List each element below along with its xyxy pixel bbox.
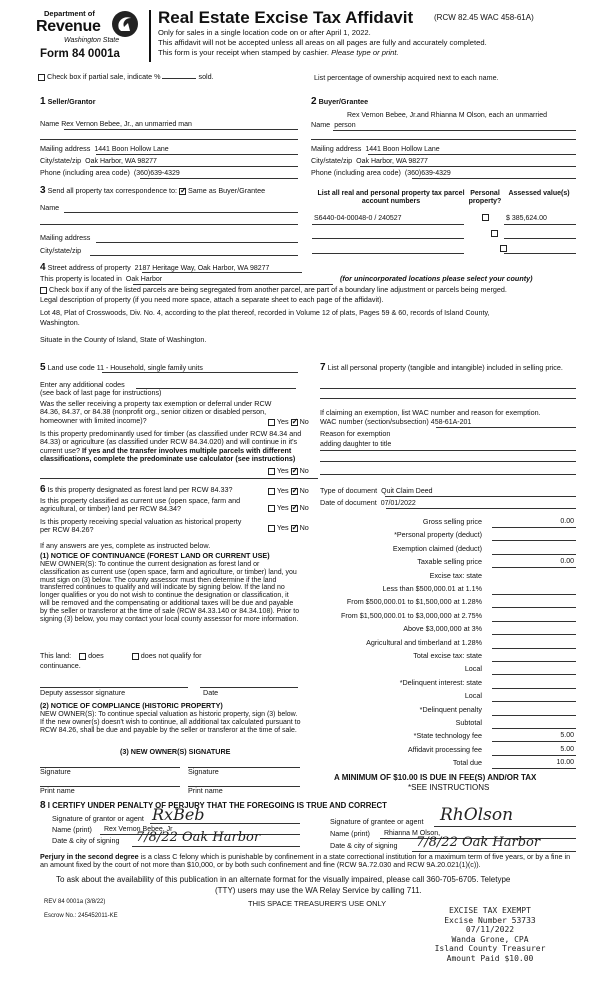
fee-value[interactable] [492,706,576,716]
fee-label: Total due [452,758,482,768]
fee-value[interactable]: 0.00 [492,558,576,568]
parcel-number-1[interactable]: S6440-04-00048-0 / 240527 [314,215,402,222]
fee-value[interactable]: 5.00 [492,746,576,756]
fee-value[interactable] [492,585,576,595]
grantee-name-label: Name (print) [330,829,370,838]
grantee-date-label: Date & city of signing [330,841,398,850]
fee-row [320,596,580,609]
fee-row [320,704,580,717]
fee-label: Agricultural and timberland at 1.28% [366,637,482,647]
treasurer-stamp [430,906,550,964]
stamp-line-3: 07/11/2022 [465,925,515,935]
fee-row [320,637,580,650]
same-as-buyer-label: Same as Buyer/Grantee [188,186,266,195]
legal-line-2[interactable]: Washington. [40,318,80,327]
fee-row [320,583,580,596]
fee-row [320,529,580,542]
seller-title: Seller/Grantor [47,97,96,106]
yes-label: Yes [276,503,289,512]
personal-property-list-label: List all personal property (tangible and intangible) included in selling price. [327,363,563,372]
fee-value[interactable]: 5.00 [492,732,576,742]
stamp-line-2: Excise Number 53733 [444,915,536,925]
wac-label: WAC number (section/subsection) [320,417,429,426]
exemption-yes-checkbox[interactable] [268,419,275,426]
buyer-name-line-1[interactable]: Rex Vernon Bebee, Jr.and Rhianna M Olson, each an unmarried [347,112,548,119]
seller-name-field[interactable]: Rex Vernon Bebee, Jr., an unmarried man [61,121,192,128]
continuance-label: continuance. [40,661,81,670]
historic-answer [268,524,309,532]
fee-row [320,556,580,569]
fee-label: Taxable selling price [417,557,482,567]
seller-city-row [40,157,157,166]
timber-question-bold: If yes and the transfer involves multiple parcels with different classifications, complete the predominate use calculator (see instructions) [40,445,296,463]
doc-type-field[interactable]: Quit Claim Deed [381,488,433,495]
yes-label: Yes [276,486,289,495]
land-use-label: Land use code [47,363,95,372]
seller-mail-row [40,145,169,154]
header-line-3-text: This form is your receipt when stamped by cashier. [158,48,329,57]
dept-label: Department of [44,9,95,18]
doc-date-label: Date of document [320,498,377,507]
grantee-name-field[interactable]: Rhianna M Olson, [384,830,441,837]
owner-signature-label-1: Signature [40,767,71,776]
timber-yes-checkbox[interactable] [268,468,275,475]
location-row [40,275,162,284]
form-title: Real Estate Excise Tax Affidavit [158,8,414,27]
additional-codes-label: Enter any additional codes [40,380,125,389]
fee-label: Local [464,691,482,701]
forest-question: Is this property designated as forest land per RCW 84.33? [47,485,233,494]
street-label: Street address of property [47,263,131,272]
fee-label: Local [464,664,482,674]
does-label: does [88,651,104,660]
fee-label: *Delinquent penalty [419,704,482,714]
deputy-date-label: Date [203,688,219,697]
segregation-checkbox[interactable] [40,287,47,294]
partial-sale-checkbox[interactable] [38,74,45,81]
buyer-name-row [311,121,356,130]
grantee-date-field[interactable]: 7/8/22 Oak Harbor [416,835,541,850]
seller-phone-label: Phone (including area code) [40,168,130,177]
partial-sale-label: Check box if partial sale, indicate % [47,72,161,81]
seller-mail-field[interactable]: 1441 Boon Hollow Lane [94,146,169,153]
no-label: No [299,503,309,512]
personal-property-checkbox-1[interactable] [482,214,489,221]
fee-row [320,570,580,583]
header-line-1: Only for sales in a single location code on or after April 1, 2022. [158,28,371,37]
header-line-2: This affidavit will not be accepted unless all areas on all pages are fully and accurately completed. [158,38,487,47]
seller-phone-field[interactable]: (360)639-4329 [133,170,180,177]
seller-phone-row [40,169,180,178]
form-number: Form 84 0001a [40,48,120,60]
seller-mail-label: Mailing address [40,144,91,153]
current-use-no-checkbox[interactable] [291,505,298,512]
section-4-street: 4 Street address of property 2187 Heritage Way, Oak Harbor, WA 98277 [40,262,270,273]
fee-label: *State technology fee [413,731,482,741]
fee-label: *Delinquent interest: state [399,677,482,687]
grantor-name-label: Name (print) [52,825,92,834]
buyer-city-row [311,157,428,166]
ownership-note: List percentage of ownership acquired next to each name. [314,73,499,82]
any-yes-note: If any answers are yes, complete as instructed below. [40,541,211,550]
rcw-reference: (RCW 82.45 WAC 458-61A) [434,13,534,22]
buyer-mail-field[interactable]: 1441 Boon Hollow Lane [365,146,440,153]
buyer-phone-label: Phone (including area code) [311,168,401,177]
buyer-name-line-2[interactable]: person [334,122,356,129]
fee-table [320,516,580,772]
grantor-date-field[interactable]: 7/8/22 Oak Harbor [136,830,261,845]
fee-value[interactable]: 10.00 [492,759,576,769]
segregation-row [40,286,507,294]
legal-line-3[interactable]: Situate in the County of Island, State of Washington. [40,335,207,344]
buyer-mail-label: Mailing address [311,144,362,153]
fee-value[interactable] [492,719,576,729]
notice-compliance-title: (2) NOTICE OF COMPLIANCE (HISTORIC PROPERTY) [40,701,223,710]
current-use-yes-checkbox[interactable] [268,505,275,512]
exemption-answer [268,418,309,426]
corr-city-label: City/state/zip [40,246,82,255]
fee-label: *Personal property (deduct) [394,530,482,540]
buyer-phone-row [311,169,451,178]
owner-print-label-2: Print name [188,786,223,795]
street-field[interactable]: 2187 Heritage Way, Oak Harbor, WA 98277 [134,265,270,272]
forest-no-checkbox[interactable] [291,488,298,495]
deputy-assessor-label: Deputy assessor signature [40,688,126,697]
notice-continuance-title: (1) NOTICE OF CONTINUANCE (FOREST LAND OR CURRENT USE) [40,551,270,560]
wac-row [320,418,471,427]
section-6-q1: 6 Is this property designated as forest land per RCW 84.33? [40,484,233,495]
wac-field[interactable]: 458-61A-201 [430,419,472,426]
assessed-value-header: Assessed value(s) [508,190,570,197]
personal-property-checkbox-3[interactable] [500,245,507,252]
assessed-value-1[interactable]: $ 385,624.00 [506,215,547,222]
forest-answer [268,487,309,495]
timber-answer [268,467,309,475]
personal-property-checkbox-2[interactable] [491,230,498,237]
buyer-mail-row [311,145,440,154]
fee-row [320,744,580,757]
fee-value[interactable] [492,531,576,541]
seller-name-row [40,120,298,129]
fee-row [320,663,580,676]
segregation-label: Check box if any of the listed parcels are being segregated from another parcel, are part of a boundary line adjustment or parcels being merged. [49,285,507,294]
fee-label: Gross selling price [422,517,482,526]
grantee-signature-label: Signature of grantee or agent [330,817,424,826]
corr-mail-label: Mailing address [40,233,91,242]
exemption-claim-note: If claiming an exemption, list WAC number and reason for exemption. [320,408,541,417]
fee-value[interactable] [492,652,576,662]
section-7-header: 7 List all personal property (tangible and intangible) included in selling price. [320,362,563,373]
fee-value[interactable] [492,665,576,675]
unincorporated-note: (for unincorporated locations please select your county) [340,274,533,283]
parcel-table-header: List all real and personal property tax parcel account numbers [317,190,465,206]
section-8-certify: 8 I CERTIFY UNDER PENALTY OF PERJURY THAT THE FOREGOING IS TRUE AND CORRECT [40,800,387,811]
yes-label: Yes [276,523,289,532]
notice-continuance-text: NEW OWNER(S): To continue the current designation as forest land or classification as current use (open space, farm and agriculture, or timber) land, you must sign on (3) below. The county assessor must then determine if the land transferred continues to qualify and will indicate by signing below. If the land no longer qualifies or you do not wish to continue the designation or classification, it will be removed and the compensating or additional taxes will be due and payable by the seller or transferor at the time of sale (RCW 84.33.140 or 84.34.108). Prior to signing (3) below, you may contact your local county assessor for more information. [40,561,300,623]
fee-value[interactable] [492,639,576,649]
state-label: Washington State [64,37,120,44]
current-use-answer [268,504,309,512]
perjury-bold: Perjury in the second degree [40,852,139,861]
fee-label: Less than $500,000.01 at 1.1% [382,584,482,593]
fee-row [320,610,580,623]
fee-row [320,730,580,743]
no-label: No [299,523,309,532]
stamp-line-4: Wanda Grone, CPA [451,934,529,944]
historic-no-checkbox[interactable] [291,525,298,532]
new-owner-signature-title: (3) NEW OWNER(S) SIGNATURE [120,747,231,756]
grantor-signature-label: Signature of grantor or agent [52,814,144,823]
fee-value[interactable] [492,545,576,555]
owner-print-label-1: Print name [40,786,75,795]
perjury-notice [40,853,580,870]
header-line-3 [158,49,399,58]
buyer-name-label: Name [311,120,331,129]
doc-date-row [320,499,416,508]
fee-value[interactable]: 0.00 [492,518,576,528]
doc-date-field[interactable]: 07/01/2022 [380,500,416,507]
corr-name-label: Name [40,203,60,212]
fee-label: Subtotal [455,718,482,727]
reason-field[interactable]: adding daughter to title [320,441,392,448]
fee-row [320,757,580,770]
correspondence-label: Send all property tax correspondence to: [47,186,178,195]
fee-row [320,717,580,730]
minimum-fee-note: A MINIMUM OF $10.00 IS DUE IN FEE(S) AND/OR TAX [334,773,537,782]
stamp-line-5: Island County Treasurer [434,944,546,954]
fee-value[interactable] [492,625,576,635]
exemption-question: Was the seller receiving a property tax exemption or deferral under RCW 84.36, 84.37, or 84.38 (nonprofit org., senior citizen or disabled person, homeowner with limited income)? [40,399,272,425]
grantor-name-field[interactable]: Rex Vernon Bebee, Jr [104,826,173,833]
fee-label: From $500,000.01 to $1,500,000 at 1.28% [346,597,482,607]
stamp-line-1: EXCISE TAX EXEMPT [449,906,531,915]
see-instructions-note: *SEE INSTRUCTIONS [408,783,490,792]
fee-row [320,677,580,690]
timber-question [40,430,302,463]
perjury-text: is a class C felony which is punishable by confinement in a state correctional institution for a maximum term of five years, or by a fine in an amount fixed by the court of not more than $10,000, or by both such confinement and fine (RCW 9A.72.030 and RCW 9A.20.021(1)(c)). [40,852,571,870]
fee-row [320,623,580,636]
yes-label: Yes [276,466,289,475]
current-use-question: Is this property classified as current use (open space, farm and agricultural, or timber) land per RCW 84.34? [40,496,241,514]
historic-question: Is this property receiving special valuation as historical property per RCW 84.26? [40,517,242,535]
buyer-city-label: City/state/zip [311,156,353,165]
buyer-title: Buyer/Grantee [318,97,369,106]
historic-yes-checkbox[interactable] [268,525,275,532]
does-checkbox[interactable] [79,653,86,660]
buyer-city-field[interactable]: Oak Harbor, WA 98277 [356,158,428,165]
fee-row [320,543,580,556]
fee-label: Total excise tax: state [413,651,482,660]
rev-number: REV 84 0001a (3/8/22) [44,899,106,905]
fee-label: Excise tax: state [429,570,482,580]
fee-row [320,516,580,529]
legal-description-label: Legal description of property (if you need more space, attach a separate sheet to each page of the affidavit). [40,295,384,304]
treasurer-use-label: THIS SPACE TREASURER'S USE ONLY [248,899,387,908]
fee-row [320,690,580,703]
agency-label: Revenue [36,18,101,35]
fee-label: Affidavit processing fee [407,744,482,754]
grantee-signature[interactable]: RhOlson [440,805,514,825]
location-label: This property is located in [40,274,122,283]
grantor-signature[interactable]: RxBeb [152,805,205,824]
location-field[interactable]: Oak Harbor [125,276,163,283]
header-divider [149,10,151,62]
buyer-phone-field[interactable]: (360)639-4329 [404,170,451,177]
certify-text: I CERTIFY UNDER PENALTY OF PERJURY THAT THE FOREGOING IS TRUE AND CORRECT [47,801,387,810]
does-not-checkbox[interactable] [132,653,139,660]
forest-yes-checkbox[interactable] [268,488,275,495]
fee-label: Above $3,000,000 at 3% [403,624,482,634]
logo-swirl-icon [112,11,138,37]
no-label: No [299,417,309,426]
grantor-date-label: Date & city of signing [52,836,120,845]
land-label: This land: [40,651,72,660]
notice-compliance-text: NEW OWNER(S): To continue special valuation as historic property, sign (3) below. If the new owner(s) doesn't wish to continue, all additional tax calculated pursuant to RCW 84.26, shall be due and payable by the seller or transferor at the time of sale. [40,711,301,734]
doc-type-row [320,487,433,496]
does-not-label: does not qualify for [140,651,202,660]
fee-value[interactable] [492,692,576,702]
no-label: No [299,466,309,475]
agency-logo [34,8,144,60]
fee-value[interactable] [492,598,576,608]
accessibility-line-1: To ask about the availability of this publication in an alternate format for the visually impaired, please call 360-705-6705. Teletype [56,875,511,884]
reason-label: Reason for exemption [320,429,391,438]
fee-label: Exemption claimed (deduct) [392,543,482,553]
section-2-header: 2 Buyer/Grantee [311,96,369,107]
doc-type-label: Type of document [320,486,378,495]
land-qualify-row [40,652,201,660]
additional-codes-note: (see back of last page for instructions) [40,388,162,397]
land-use-field[interactable]: 11 - Household, single family units [96,365,203,372]
section-1-header: 1 Seller/Grantor [40,96,96,107]
timber-no-checkbox[interactable] [291,468,298,475]
no-label: No [299,486,309,495]
yes-label: Yes [276,417,289,426]
section-3-header: 3 Send all property tax correspondence to: ✓ Same as Buyer/Grantee [40,185,265,197]
fee-value[interactable] [492,679,576,689]
personal-property-header: Personal property? [468,190,502,206]
owner-signature-label-2: Signature [188,767,219,776]
fee-label: From $1,500,000.01 to $3,000,000 at 2.75% [340,610,482,620]
escrow-number: Escrow No.: 245452011-KE [44,913,118,919]
timber-question-text: Is this property predominantly used for timber (as classified under RCW 84.34 and 84.33) or agriculture (as classified under RCW 84.34.020) and will continue in it's current use? [40,429,302,455]
seller-city-field[interactable]: Oak Harbor, WA 98277 [85,158,157,165]
partial-sale-row [38,73,214,81]
header-line-3-emphasis: Please type or print. [331,48,399,57]
partial-sold-label: sold. [198,72,214,81]
seller-city-label: City/state/zip [40,156,82,165]
accessibility-line-2: (TTY) users may use the WA Relay Service by calling 711. [215,886,422,895]
section-5-header: 5 Land use code 11 - Household, single family units [40,362,203,373]
same-as-buyer-checkbox[interactable] [179,188,186,195]
legal-line-1[interactable]: Lot 48, Plat of Crosswoods, Div. No. 4, according to the plat thereof, recorded in Volume 12 of plats, Pages 59 & 60, records of Island County, [40,308,490,317]
fee-row [320,650,580,663]
stamp-line-6: Amount Paid $10.00 [446,953,534,963]
fee-value[interactable] [492,612,576,622]
seller-name-label: Name [40,119,60,128]
exemption-no-checkbox[interactable] [291,419,298,426]
